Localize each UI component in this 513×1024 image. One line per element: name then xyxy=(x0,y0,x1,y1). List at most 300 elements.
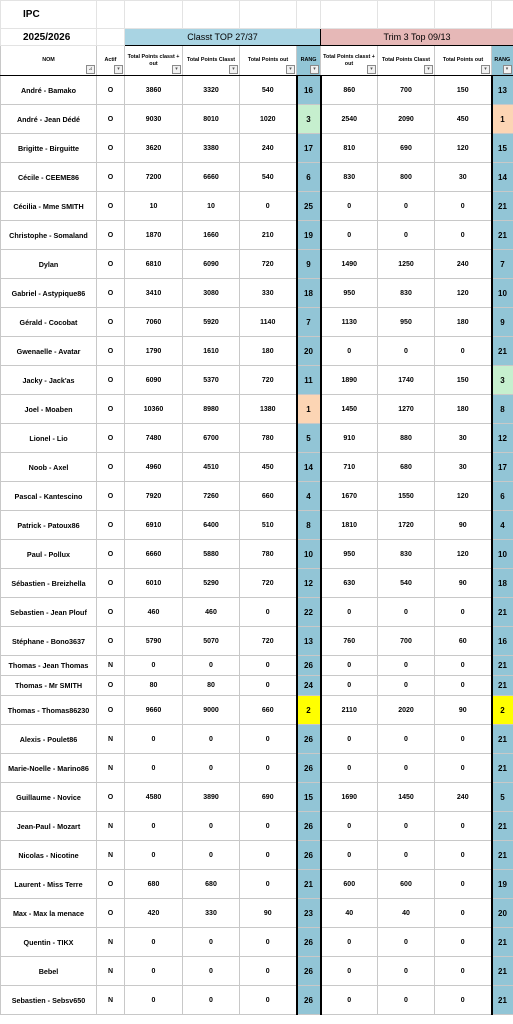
classt-out-points[interactable]: 540 xyxy=(240,163,297,192)
trim-rang[interactable]: 14 xyxy=(492,163,513,192)
actif-flag[interactable]: O xyxy=(97,783,125,812)
trim-points[interactable]: 680 xyxy=(378,453,435,482)
actif-flag[interactable]: O xyxy=(97,134,125,163)
classt-out-points[interactable]: 0 xyxy=(240,812,297,841)
player-name[interactable]: Thomas - Jean Thomas xyxy=(1,656,97,676)
trim-points[interactable]: 0 xyxy=(378,598,435,627)
classt-rang[interactable]: 26 xyxy=(297,656,321,676)
trim-total-points[interactable]: 0 xyxy=(321,337,378,366)
classt-rang[interactable]: 3 xyxy=(297,105,321,134)
trim-rang[interactable]: 16 xyxy=(492,627,513,656)
player-name[interactable]: Laurent - Miss Terre xyxy=(1,870,97,899)
actif-flag[interactable]: O xyxy=(97,337,125,366)
actif-flag[interactable]: O xyxy=(97,482,125,511)
classt-points[interactable]: 0 xyxy=(183,812,240,841)
trim-out-points[interactable]: 0 xyxy=(435,899,492,928)
classt-total-points[interactable]: 9660 xyxy=(125,696,183,725)
trim-total-points[interactable]: 950 xyxy=(321,540,378,569)
trim-total-points[interactable]: 0 xyxy=(321,957,378,986)
trim-rang[interactable]: 12 xyxy=(492,424,513,453)
classt-rang[interactable]: 1 xyxy=(297,395,321,424)
actif-flag[interactable]: O xyxy=(97,870,125,899)
trim-out-points[interactable]: 90 xyxy=(435,511,492,540)
trim-points[interactable]: 0 xyxy=(378,656,435,676)
player-name[interactable]: Sébastien - Breizhella xyxy=(1,569,97,598)
actif-flag[interactable]: O xyxy=(97,569,125,598)
player-name[interactable]: Dylan xyxy=(1,250,97,279)
trim-rang[interactable]: 6 xyxy=(492,482,513,511)
classt-total-points[interactable]: 0 xyxy=(125,725,183,754)
classt-points[interactable]: 6700 xyxy=(183,424,240,453)
actif-flag[interactable]: N xyxy=(97,986,125,1015)
classt-out-points[interactable]: 720 xyxy=(240,627,297,656)
column-header-classt-out[interactable] xyxy=(240,46,297,76)
column-header-classt-total[interactable] xyxy=(125,46,183,76)
trim-out-points[interactable]: 0 xyxy=(435,676,492,696)
classt-points[interactable]: 3890 xyxy=(183,783,240,812)
player-name[interactable]: Thomas - Mr SMITH xyxy=(1,676,97,696)
classt-out-points[interactable]: 0 xyxy=(240,754,297,783)
classt-points[interactable]: 80 xyxy=(183,676,240,696)
trim-out-points[interactable]: 0 xyxy=(435,656,492,676)
trim-points[interactable]: 0 xyxy=(378,676,435,696)
column-header-trim-rang[interactable] xyxy=(492,46,513,76)
player-name[interactable]: Stéphane - Bono3637 xyxy=(1,627,97,656)
classt-total-points[interactable]: 0 xyxy=(125,841,183,870)
actif-flag[interactable]: N xyxy=(97,841,125,870)
classt-points[interactable]: 1610 xyxy=(183,337,240,366)
classt-out-points[interactable]: 510 xyxy=(240,511,297,540)
classt-points[interactable]: 9000 xyxy=(183,696,240,725)
actif-flag[interactable]: N xyxy=(97,957,125,986)
actif-flag[interactable]: N xyxy=(97,754,125,783)
classt-points[interactable]: 3080 xyxy=(183,279,240,308)
trim-out-points[interactable]: 180 xyxy=(435,395,492,424)
player-name[interactable]: Cécile - CEEME86 xyxy=(1,163,97,192)
player-name[interactable]: Jacky - Jack'as xyxy=(1,366,97,395)
player-name[interactable]: André - Jean Dédé xyxy=(1,105,97,134)
trim-rang[interactable]: 13 xyxy=(492,76,513,105)
classt-points[interactable]: 0 xyxy=(183,656,240,676)
filter-dropdown-icon[interactable]: ▾ xyxy=(286,65,295,74)
classt-out-points[interactable]: 180 xyxy=(240,337,297,366)
trim-points[interactable]: 0 xyxy=(378,928,435,957)
actif-flag[interactable]: O xyxy=(97,511,125,540)
column-header-trim-points[interactable] xyxy=(378,46,435,76)
classt-out-points[interactable]: 780 xyxy=(240,424,297,453)
classt-points[interactable]: 4510 xyxy=(183,453,240,482)
trim-rang[interactable]: 20 xyxy=(492,899,513,928)
player-name[interactable]: Pascal - Kantescino xyxy=(1,482,97,511)
trim-points[interactable]: 0 xyxy=(378,841,435,870)
player-name[interactable]: Gérald - Cocobat xyxy=(1,308,97,337)
trim-out-points[interactable]: 30 xyxy=(435,163,492,192)
classt-total-points[interactable]: 7060 xyxy=(125,308,183,337)
classt-rang[interactable]: 8 xyxy=(297,511,321,540)
classt-rang[interactable]: 26 xyxy=(297,957,321,986)
actif-flag[interactable]: O xyxy=(97,540,125,569)
trim-rang[interactable]: 4 xyxy=(492,511,513,540)
classt-rang[interactable]: 22 xyxy=(297,598,321,627)
trim-out-points[interactable]: 240 xyxy=(435,783,492,812)
trim-rang[interactable]: 9 xyxy=(492,308,513,337)
classt-total-points[interactable]: 7920 xyxy=(125,482,183,511)
trim-out-points[interactable]: 0 xyxy=(435,725,492,754)
trim-rang[interactable]: 21 xyxy=(492,598,513,627)
actif-flag[interactable]: O xyxy=(97,696,125,725)
actif-flag[interactable]: O xyxy=(97,395,125,424)
trim-out-points[interactable]: 240 xyxy=(435,250,492,279)
trim-rang[interactable]: 1 xyxy=(492,105,513,134)
classt-points[interactable]: 7260 xyxy=(183,482,240,511)
classt-rang[interactable]: 4 xyxy=(297,482,321,511)
classt-rang[interactable]: 17 xyxy=(297,134,321,163)
classt-out-points[interactable]: 0 xyxy=(240,725,297,754)
classt-rang[interactable]: 25 xyxy=(297,192,321,221)
filter-dropdown-icon[interactable]: ▾ xyxy=(229,65,238,74)
player-name[interactable]: Marie-Noelle - Marino86 xyxy=(1,754,97,783)
trim-points[interactable]: 0 xyxy=(378,986,435,1015)
classt-total-points[interactable]: 0 xyxy=(125,812,183,841)
trim-points[interactable]: 540 xyxy=(378,569,435,598)
classt-rang[interactable]: 26 xyxy=(297,986,321,1015)
classt-out-points[interactable]: 720 xyxy=(240,569,297,598)
trim-rang[interactable]: 21 xyxy=(492,221,513,250)
actif-flag[interactable]: O xyxy=(97,192,125,221)
classt-total-points[interactable]: 0 xyxy=(125,754,183,783)
classt-out-points[interactable]: 330 xyxy=(240,279,297,308)
column-header-trim-total[interactable] xyxy=(321,46,378,76)
trim-rang[interactable]: 18 xyxy=(492,569,513,598)
classt-rang[interactable]: 9 xyxy=(297,250,321,279)
classt-out-points[interactable]: 1380 xyxy=(240,395,297,424)
trim-points[interactable]: 830 xyxy=(378,540,435,569)
trim-total-points[interactable]: 0 xyxy=(321,928,378,957)
classt-points[interactable]: 6400 xyxy=(183,511,240,540)
trim-points[interactable]: 1740 xyxy=(378,366,435,395)
column-header-trim-out[interactable] xyxy=(435,46,492,76)
classt-points[interactable]: 3320 xyxy=(183,76,240,105)
classt-out-points[interactable]: 0 xyxy=(240,676,297,696)
player-name[interactable]: Cécilia - Mme SMITH xyxy=(1,192,97,221)
classt-out-points[interactable]: 1020 xyxy=(240,105,297,134)
trim-total-points[interactable]: 600 xyxy=(321,870,378,899)
trim-out-points[interactable]: 0 xyxy=(435,928,492,957)
filter-dropdown-icon[interactable]: ▾ xyxy=(310,65,319,74)
actif-flag[interactable]: O xyxy=(97,424,125,453)
player-name[interactable]: Lionel - Lio xyxy=(1,424,97,453)
trim-out-points[interactable]: 90 xyxy=(435,696,492,725)
actif-flag[interactable]: O xyxy=(97,250,125,279)
actif-flag[interactable]: N xyxy=(97,928,125,957)
classt-points[interactable]: 330 xyxy=(183,899,240,928)
trim-total-points[interactable]: 1670 xyxy=(321,482,378,511)
classt-total-points[interactable]: 0 xyxy=(125,957,183,986)
trim-total-points[interactable]: 0 xyxy=(321,598,378,627)
trim-rang[interactable]: 17 xyxy=(492,453,513,482)
column-header-classt-points[interactable] xyxy=(183,46,240,76)
trim-total-points[interactable]: 0 xyxy=(321,656,378,676)
classt-rang[interactable]: 19 xyxy=(297,221,321,250)
filter-dropdown-icon[interactable]: ▾ xyxy=(172,65,181,74)
trim-rang[interactable]: 8 xyxy=(492,395,513,424)
trim-total-points[interactable]: 0 xyxy=(321,192,378,221)
trim-out-points[interactable]: 0 xyxy=(435,598,492,627)
classt-rang[interactable]: 13 xyxy=(297,627,321,656)
classt-points[interactable]: 0 xyxy=(183,754,240,783)
classt-points[interactable]: 8980 xyxy=(183,395,240,424)
classt-total-points[interactable]: 7200 xyxy=(125,163,183,192)
classt-out-points[interactable]: 660 xyxy=(240,482,297,511)
player-name[interactable]: Nicolas - Nicotine xyxy=(1,841,97,870)
classt-rang[interactable]: 2 xyxy=(297,696,321,725)
trim-out-points[interactable]: 0 xyxy=(435,870,492,899)
trim-rang[interactable]: 10 xyxy=(492,279,513,308)
trim-rang[interactable]: 21 xyxy=(492,841,513,870)
trim-total-points[interactable]: 1890 xyxy=(321,366,378,395)
trim-points[interactable]: 0 xyxy=(378,957,435,986)
classt-points[interactable]: 0 xyxy=(183,841,240,870)
actif-flag[interactable]: O xyxy=(97,453,125,482)
trim-points[interactable]: 1250 xyxy=(378,250,435,279)
classt-out-points[interactable]: 240 xyxy=(240,134,297,163)
classt-rang[interactable]: 26 xyxy=(297,754,321,783)
classt-total-points[interactable]: 0 xyxy=(125,928,183,957)
classt-total-points[interactable]: 3860 xyxy=(125,76,183,105)
trim-points[interactable]: 0 xyxy=(378,812,435,841)
trim-out-points[interactable]: 120 xyxy=(435,482,492,511)
classt-rang[interactable]: 16 xyxy=(297,76,321,105)
trim-out-points[interactable]: 450 xyxy=(435,105,492,134)
player-name[interactable]: Christophe - Somaland xyxy=(1,221,97,250)
trim-total-points[interactable]: 830 xyxy=(321,163,378,192)
trim-points[interactable]: 2020 xyxy=(378,696,435,725)
column-header-actif[interactable] xyxy=(97,46,125,76)
trim-total-points[interactable]: 710 xyxy=(321,453,378,482)
classt-points[interactable]: 680 xyxy=(183,870,240,899)
classt-total-points[interactable]: 7480 xyxy=(125,424,183,453)
filter-dropdown-icon[interactable]: ▾ xyxy=(367,65,376,74)
classt-points[interactable]: 6660 xyxy=(183,163,240,192)
player-name[interactable]: Sebastien - Sebsv650 xyxy=(1,986,97,1015)
classt-total-points[interactable]: 6090 xyxy=(125,366,183,395)
trim-total-points[interactable]: 0 xyxy=(321,221,378,250)
actif-flag[interactable]: O xyxy=(97,163,125,192)
classt-total-points[interactable]: 680 xyxy=(125,870,183,899)
classt-out-points[interactable]: 0 xyxy=(240,870,297,899)
trim-points[interactable]: 1270 xyxy=(378,395,435,424)
trim-rang[interactable]: 21 xyxy=(492,812,513,841)
classt-out-points[interactable]: 0 xyxy=(240,957,297,986)
classt-points[interactable]: 5920 xyxy=(183,308,240,337)
trim-points[interactable]: 1720 xyxy=(378,511,435,540)
trim-rang[interactable]: 10 xyxy=(492,540,513,569)
actif-flag[interactable]: N xyxy=(97,656,125,676)
trim-out-points[interactable]: 180 xyxy=(435,308,492,337)
classt-out-points[interactable]: 0 xyxy=(240,656,297,676)
classt-total-points[interactable]: 9030 xyxy=(125,105,183,134)
trim-out-points[interactable]: 0 xyxy=(435,192,492,221)
trim-points[interactable]: 0 xyxy=(378,725,435,754)
trim-points[interactable]: 0 xyxy=(378,192,435,221)
classt-out-points[interactable]: 210 xyxy=(240,221,297,250)
trim-points[interactable]: 1550 xyxy=(378,482,435,511)
trim-total-points[interactable]: 2540 xyxy=(321,105,378,134)
classt-total-points[interactable]: 10 xyxy=(125,192,183,221)
classt-rang[interactable]: 24 xyxy=(297,676,321,696)
classt-rang[interactable]: 26 xyxy=(297,841,321,870)
trim-points[interactable]: 830 xyxy=(378,279,435,308)
classt-total-points[interactable]: 460 xyxy=(125,598,183,627)
trim-points[interactable]: 1450 xyxy=(378,783,435,812)
trim-rang[interactable]: 21 xyxy=(492,337,513,366)
trim-total-points[interactable]: 0 xyxy=(321,676,378,696)
classt-total-points[interactable]: 3620 xyxy=(125,134,183,163)
trim-out-points[interactable]: 0 xyxy=(435,841,492,870)
classt-total-points[interactable]: 80 xyxy=(125,676,183,696)
actif-flag[interactable]: O xyxy=(97,221,125,250)
trim-total-points[interactable]: 0 xyxy=(321,754,378,783)
classt-rang[interactable]: 7 xyxy=(297,308,321,337)
trim-out-points[interactable]: 90 xyxy=(435,569,492,598)
classt-rang[interactable]: 20 xyxy=(297,337,321,366)
player-name[interactable]: Paul - Pollux xyxy=(1,540,97,569)
classt-out-points[interactable]: 0 xyxy=(240,192,297,221)
trim-rang[interactable]: 2 xyxy=(492,696,513,725)
classt-points[interactable]: 6090 xyxy=(183,250,240,279)
trim-out-points[interactable]: 120 xyxy=(435,540,492,569)
trim-total-points[interactable]: 630 xyxy=(321,569,378,598)
classt-points[interactable]: 5290 xyxy=(183,569,240,598)
filter-dropdown-icon[interactable]: ⊿ xyxy=(86,65,95,74)
classt-total-points[interactable]: 6010 xyxy=(125,569,183,598)
trim-total-points[interactable]: 2110 xyxy=(321,696,378,725)
player-name[interactable]: Joel - Moaben xyxy=(1,395,97,424)
filter-dropdown-icon[interactable]: ▾ xyxy=(424,65,433,74)
player-name[interactable]: Noob - Axel xyxy=(1,453,97,482)
trim-rang[interactable]: 21 xyxy=(492,957,513,986)
classt-points[interactable]: 0 xyxy=(183,957,240,986)
classt-rang[interactable]: 26 xyxy=(297,812,321,841)
trim-out-points[interactable]: 0 xyxy=(435,754,492,783)
trim-rang[interactable]: 15 xyxy=(492,134,513,163)
player-name[interactable]: Brigitte - Birguitte xyxy=(1,134,97,163)
classt-rang[interactable]: 6 xyxy=(297,163,321,192)
player-name[interactable]: Gabriel - Astypique86 xyxy=(1,279,97,308)
classt-points[interactable]: 5370 xyxy=(183,366,240,395)
player-name[interactable]: Alexis - Poulet86 xyxy=(1,725,97,754)
classt-rang[interactable]: 12 xyxy=(297,569,321,598)
classt-total-points[interactable]: 6910 xyxy=(125,511,183,540)
classt-points[interactable]: 0 xyxy=(183,928,240,957)
trim-points[interactable]: 40 xyxy=(378,899,435,928)
classt-total-points[interactable]: 0 xyxy=(125,986,183,1015)
trim-rang[interactable]: 5 xyxy=(492,783,513,812)
classt-out-points[interactable]: 780 xyxy=(240,540,297,569)
classt-out-points[interactable]: 720 xyxy=(240,366,297,395)
classt-out-points[interactable]: 0 xyxy=(240,986,297,1015)
classt-out-points[interactable]: 450 xyxy=(240,453,297,482)
trim-rang[interactable]: 7 xyxy=(492,250,513,279)
player-name[interactable]: Bebel xyxy=(1,957,97,986)
trim-total-points[interactable]: 0 xyxy=(321,812,378,841)
filter-dropdown-icon[interactable]: ▾ xyxy=(503,65,512,74)
column-header-nom[interactable] xyxy=(1,46,97,76)
classt-out-points[interactable]: 0 xyxy=(240,928,297,957)
classt-total-points[interactable]: 4960 xyxy=(125,453,183,482)
trim-out-points[interactable]: 0 xyxy=(435,812,492,841)
classt-total-points[interactable]: 6810 xyxy=(125,250,183,279)
trim-points[interactable]: 0 xyxy=(378,337,435,366)
trim-total-points[interactable]: 910 xyxy=(321,424,378,453)
classt-rang[interactable]: 15 xyxy=(297,783,321,812)
trim-total-points[interactable]: 40 xyxy=(321,899,378,928)
trim-points[interactable]: 700 xyxy=(378,627,435,656)
player-name[interactable]: Sebastien - Jean Plouf xyxy=(1,598,97,627)
classt-total-points[interactable]: 5790 xyxy=(125,627,183,656)
trim-out-points[interactable]: 150 xyxy=(435,76,492,105)
trim-out-points[interactable]: 0 xyxy=(435,957,492,986)
classt-points[interactable]: 0 xyxy=(183,986,240,1015)
classt-out-points[interactable]: 1140 xyxy=(240,308,297,337)
player-name[interactable]: Gwenaelle - Avatar xyxy=(1,337,97,366)
classt-out-points[interactable]: 720 xyxy=(240,250,297,279)
column-header-classt-rang[interactable] xyxy=(297,46,321,76)
trim-points[interactable]: 950 xyxy=(378,308,435,337)
player-name[interactable]: Guillaume - Novice xyxy=(1,783,97,812)
actif-flag[interactable]: O xyxy=(97,105,125,134)
classt-total-points[interactable]: 6660 xyxy=(125,540,183,569)
actif-flag[interactable]: O xyxy=(97,899,125,928)
classt-out-points[interactable]: 690 xyxy=(240,783,297,812)
filter-dropdown-icon[interactable]: ▾ xyxy=(481,65,490,74)
trim-rang[interactable]: 19 xyxy=(492,870,513,899)
classt-rang[interactable]: 5 xyxy=(297,424,321,453)
classt-total-points[interactable]: 420 xyxy=(125,899,183,928)
trim-out-points[interactable]: 30 xyxy=(435,424,492,453)
classt-out-points[interactable]: 540 xyxy=(240,76,297,105)
player-name[interactable]: Jean-Paul - Mozart xyxy=(1,812,97,841)
trim-total-points[interactable]: 0 xyxy=(321,725,378,754)
classt-rang[interactable]: 21 xyxy=(297,870,321,899)
actif-flag[interactable]: O xyxy=(97,676,125,696)
classt-total-points[interactable]: 3410 xyxy=(125,279,183,308)
classt-rang[interactable]: 23 xyxy=(297,899,321,928)
trim-out-points[interactable]: 0 xyxy=(435,986,492,1015)
trim-rang[interactable]: 21 xyxy=(492,928,513,957)
trim-out-points[interactable]: 0 xyxy=(435,221,492,250)
classt-rang[interactable]: 26 xyxy=(297,725,321,754)
trim-out-points[interactable]: 150 xyxy=(435,366,492,395)
classt-points[interactable]: 1660 xyxy=(183,221,240,250)
trim-total-points[interactable]: 860 xyxy=(321,76,378,105)
classt-points[interactable]: 3380 xyxy=(183,134,240,163)
trim-points[interactable]: 800 xyxy=(378,163,435,192)
trim-points[interactable]: 2090 xyxy=(378,105,435,134)
classt-rang[interactable]: 10 xyxy=(297,540,321,569)
trim-total-points[interactable]: 810 xyxy=(321,134,378,163)
trim-total-points[interactable]: 1810 xyxy=(321,511,378,540)
actif-flag[interactable]: O xyxy=(97,308,125,337)
trim-points[interactable]: 600 xyxy=(378,870,435,899)
classt-points[interactable]: 10 xyxy=(183,192,240,221)
trim-total-points[interactable]: 0 xyxy=(321,986,378,1015)
actif-flag[interactable]: O xyxy=(97,627,125,656)
classt-rang[interactable]: 18 xyxy=(297,279,321,308)
classt-points[interactable]: 5070 xyxy=(183,627,240,656)
trim-rang[interactable]: 21 xyxy=(492,754,513,783)
trim-out-points[interactable]: 120 xyxy=(435,134,492,163)
